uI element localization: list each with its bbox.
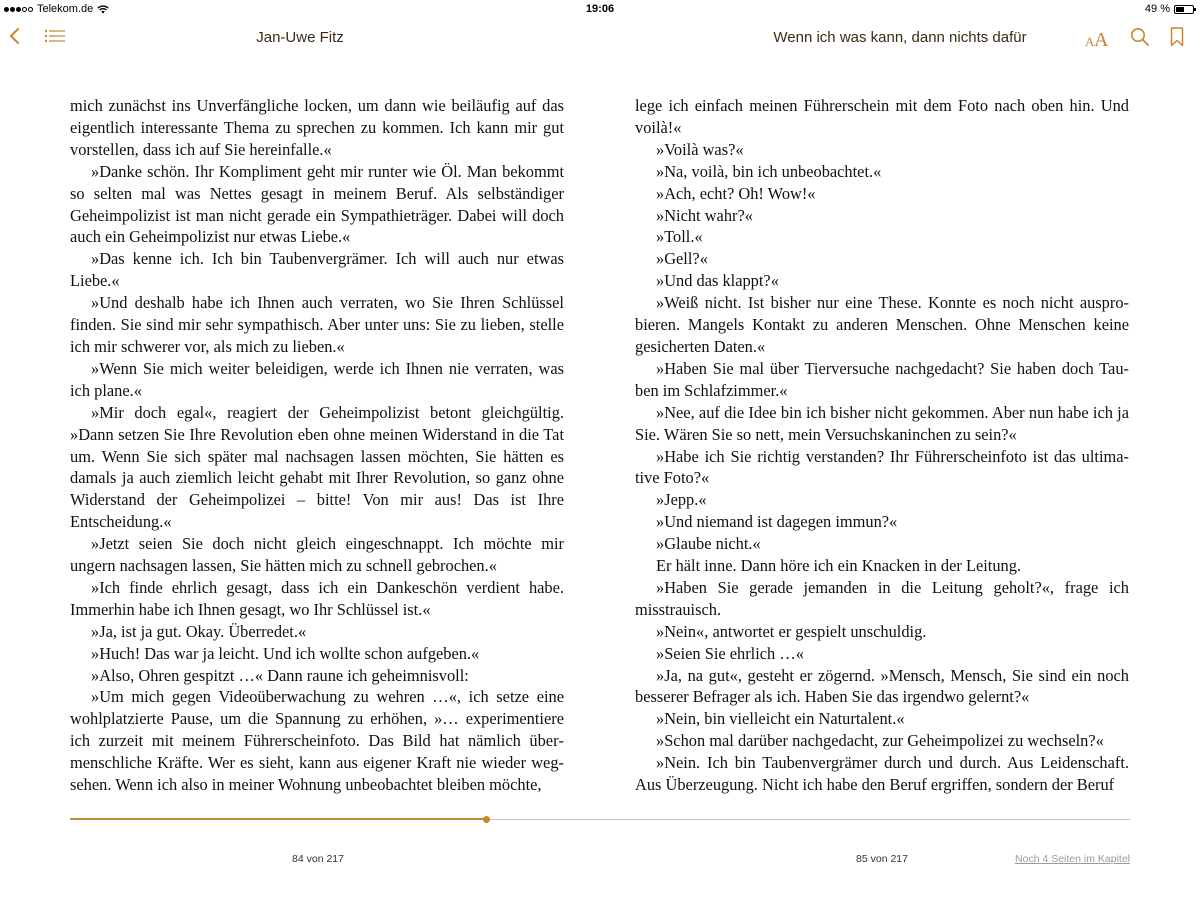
table-of-contents-icon[interactable]: [44, 29, 66, 43]
paragraph: »Mir doch egal«, reagiert der Geheimpolizist betont gleichgültig. »Dann setzen Sie Ihre Revolution eben ohne meinen Widerstand in die Tat um. Wenn Sie sich später mal nachsagen lassen möchten, Sie hätten es damals ja auch ziemlich leicht gehabt mit Ihrer Revolution, so ganz ohne Widerstand der Geheimpolizei – bitte! Von mir aus! Das ist Ihre Entscheidung.«: [70, 402, 564, 532]
paragraph: »Nicht wahr?«: [656, 205, 753, 225]
paragraph: »Und das klappt?«: [656, 271, 779, 291]
paragraph: »Nein«, antwortet er gespielt unschuldig.: [656, 621, 927, 641]
paragraph: »Also, Ohren gespitzt …« Dann raune ich geheimnisvoll:: [91, 665, 469, 685]
book-title: Wenn ich was kann, dann nichts dafür: [773, 29, 1027, 46]
left-page-number: 84 von 217: [292, 853, 344, 865]
paragraph: »Jepp.«: [656, 490, 707, 510]
reader-toolbar: [0, 20, 1200, 56]
paragraph: »Weiß nicht. Ist bisher nur eine These. Konnte es noch nicht ausprobieren. Mangels Kontakt zu anderen Menschen. Ohne Menschen keine gesicherten Daten.«: [635, 293, 1129, 356]
paragraph: »Wenn Sie mich weiter beleidigen, werde ich Ihnen nie verraten, was ich plane.«: [70, 358, 564, 400]
paragraph: »Haben Sie mal über Tierversuche nachgedacht? Sie haben doch Tauben im Schlafzimmer.«: [635, 358, 1129, 400]
right-page-number: 85 von 217: [856, 853, 908, 865]
paragraph: »Habe ich Sie richtig verstanden? Ihr Führerscheinfoto ist das ultimative Foto?«: [635, 446, 1129, 488]
paragraph: »Schon mal darüber nachgedacht, zur Geheimpolizei zu wechseln?«: [656, 731, 1104, 751]
paragraph: »Nein, bin vielleicht ein Naturtalent.«: [656, 709, 905, 729]
paragraph: lege ich einfach meinen Führerschein mit dem Foto nach oben hin. Und voilà!«: [635, 96, 1129, 137]
bookmark-icon[interactable]: [1170, 27, 1184, 47]
paragraph: mich zunächst ins Unverfängliche locken, um dann wie beiläufig auf das eigentlich interessante Thema zu sprechen zu kommen. Ich kann mir gut vorstellen, dass ich auf Sie hereinfalle.«: [70, 96, 564, 159]
carrier-name: Telekom.de: [37, 3, 94, 15]
paragraph: Er hält inne. Dann höre ich ein Knacken in der Leitung.: [656, 556, 1022, 576]
right-page-text: [635, 95, 1129, 796]
svg-text:A: A: [1085, 34, 1095, 49]
paragraph: »Seien Sie ehrlich …«: [656, 643, 804, 663]
paragraph: »Ach, echt? Oh! Wow!«: [656, 183, 816, 203]
paragraph: »Glaube nicht.«: [656, 534, 761, 554]
font-size-button[interactable]: [1084, 25, 1110, 49]
paragraph: »Und niemand ist dagegen immun?«: [656, 512, 898, 532]
paragraph: »Gell?«: [656, 249, 708, 269]
paragraph: »Nein. Ich bin Taubenvergrämer durch und durch. Aus Leidenschaft. Aus Überzeugung. Nicht ich habe den Beruf ergriffen, sondern der Beruf: [635, 753, 1129, 795]
progress-handle[interactable]: [483, 816, 490, 823]
paragraph: »Ja, na gut«, gesteht er zögernd. »Mensch, Mensch, Sie sind ein noch besserer Befrager als ich. Haben Sie das irgendwo gelernt?«: [635, 665, 1129, 707]
left-page-text: [70, 95, 564, 796]
paragraph: »Haben Sie gerade jemanden in die Leitung geholt?«, frage ich misstrauisch.: [635, 577, 1129, 619]
chapter-remaining-link[interactable]: Noch 4 Seiten im Kapitel: [1015, 853, 1130, 865]
paragraph: »Das kenne ich. Ich bin Taubenvergrämer. Ich will auch nur etwas Liebe.«: [70, 249, 564, 291]
paragraph: »Voilà was?«: [656, 139, 744, 159]
status-right: [1145, 3, 1194, 15]
progress-fill: [70, 818, 486, 820]
paragraph: »Toll.«: [656, 227, 703, 247]
search-icon[interactable]: [1130, 27, 1150, 47]
battery-icon: [1174, 5, 1194, 14]
status-bar: [0, 0, 1200, 20]
paragraph: »Und deshalb habe ich Ihnen auch verraten, wo Sie Ihren Schlüssel finden. Sie sind mir sehr sympathisch. Aber unter uns: Sie zu lieben, stelle ich mir schwerer vor, als mich zu lieben.«: [70, 293, 564, 356]
paragraph: »Ja, ist ja gut. Okay. Überredet.«: [91, 621, 307, 641]
paragraph: »Huch! Das war ja leicht. Und ich wollte schon aufgeben.«: [91, 643, 480, 663]
paragraph: »Um mich gegen Videoüberwachung zu wehren …«, ich setze eine wohlplatzierte Pause, um die Spannung zu erhöhen, »… experimentiere ich zurzeit mit meinem Führerscheinfoto. Das Bild hat nämlich übermenschliche Kräfte. Wer es sieht, kann aus eigener Kraft nie wieder wegsehen. Wenn ich also in meiner Wohnung unbeobachtet bleiben möchte,: [70, 687, 564, 795]
paragraph: »Na, voilà, bin ich unbeobachtet.«: [656, 161, 882, 181]
back-chevron-icon[interactable]: [8, 26, 22, 46]
page-progress-slider[interactable]: [70, 818, 1130, 821]
paragraph: »Ich finde ehrlich gesagt, dass ich ein Dankeschön verdient habe. Immerhin habe ich Ihnen gesagt, wo Ihr Schlüssel ist.«: [70, 577, 564, 619]
font-size-icon: [1084, 25, 1110, 49]
battery-percent: 49 %: [1144, 3, 1170, 15]
status-time: 19:06: [585, 3, 615, 15]
paragraph: »Danke schön. Ihr Kompliment geht mir runter wie Öl. Man bekommt so selten mal was Nettes gesagt in meinem Beruf. Als selbständiger Geheimpolizist ist man nicht gerade ein Sympathieträger. Dabei will doch auch ein Geheimpolizist nur etwas Liebe.«: [70, 161, 564, 247]
svg-text:A: A: [1094, 29, 1109, 49]
paragraph: »Nee, auf die Idee bin ich bisher nicht gekommen. Aber nun habe ich ja Sie. Wären Sie so nett, mein Versuchskaninchen zu sein?«: [635, 402, 1129, 444]
paragraph: »Jetzt seien Sie doch nicht gleich eingeschnappt. Ich möchte mir ungern nachsagen lassen, Sie hätten mich zu schnell gebrochen.«: [70, 534, 564, 576]
book-author: Jan-Uwe Fitz: [256, 29, 344, 46]
